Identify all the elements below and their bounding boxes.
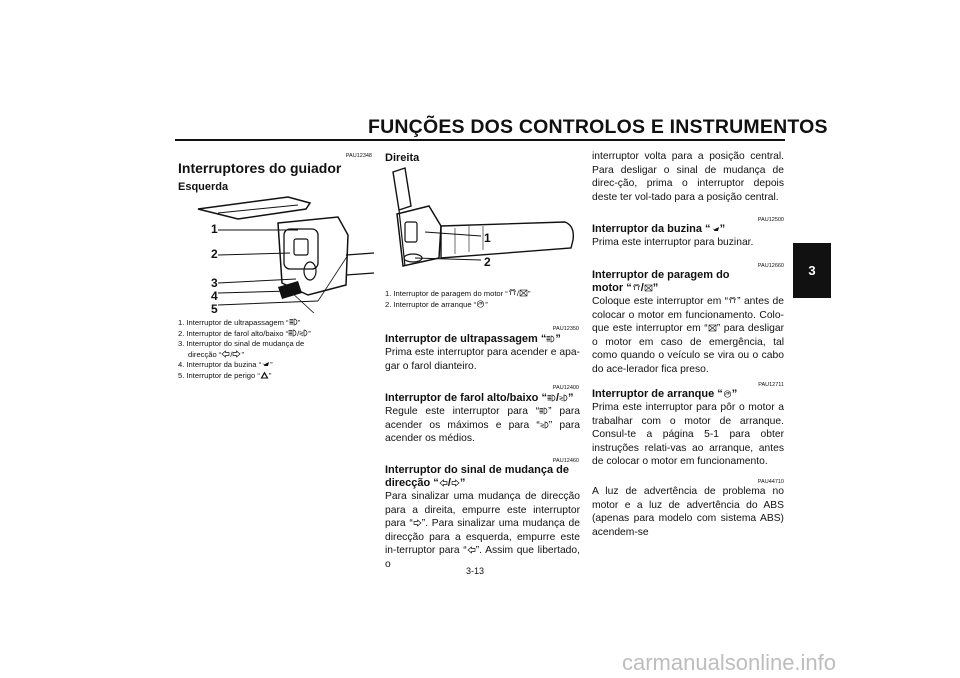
section-body: Prima este interruptor para pôr o motor a trabalhar com o motor de arranque. Consul-te a página 5-1 para obter instruções relati-vas ao arranque, antes de colocar o motor em funcionamento.: [592, 402, 784, 467]
start-icon: [723, 390, 732, 398]
figure-label-1: 1: [211, 222, 218, 236]
turn-left-icon: [439, 479, 448, 487]
engine-run-icon: [632, 284, 641, 292]
section-heading: Interruptor do sinal de mudança de: [385, 464, 569, 476]
turn-right-icon: [451, 479, 460, 487]
page-title: FUNÇÕES DOS CONTROLOS E INSTRUMENTOS: [368, 116, 828, 138]
watermark: carmanualsonline.info: [622, 650, 837, 675]
reference-code: PAU12348: [345, 153, 372, 159]
header-rule: [175, 139, 785, 141]
reference-code: PAU44710: [757, 479, 784, 485]
engine-run-icon: [728, 297, 737, 305]
caption-item: 5. Interruptor de perigo “ ”: [178, 370, 272, 380]
horn-icon: [261, 360, 270, 368]
reference-code: PAU12660: [757, 263, 784, 269]
right-captions: [385, 289, 580, 310]
caption-item: 1. Interruptor de paragem do motor “ / ”: [385, 289, 531, 298]
section-body: Prima este interruptor para buzinar.: [592, 237, 754, 248]
section-body: Regule este interruptor para “ ” para acender os máximos e para “ ” para acender os médios.: [385, 406, 580, 444]
start-icon: [476, 300, 485, 308]
starter-section: [592, 388, 784, 469]
right-handlebar-figure: [385, 166, 580, 286]
turn-signal-section: [385, 464, 580, 571]
figure-label-2-right: 2: [484, 255, 491, 269]
section-heading: Interruptor de farol alto/baixo “ / ”: [385, 392, 574, 404]
pass-switch-section: [385, 333, 580, 373]
section-title: Interruptores do guiador: [178, 160, 342, 176]
horn-section: [592, 223, 784, 250]
figure-label-3: 3: [211, 276, 218, 290]
high-beam-icon: [547, 394, 556, 402]
turn-right-icon: [413, 519, 422, 527]
section-heading: direcção “ / ”: [385, 477, 466, 489]
caption-item: 2. Interruptor de arranque “ ”: [385, 299, 488, 309]
figure-label-1-right: 1: [484, 231, 491, 245]
reference-code: PAU12711: [758, 382, 784, 388]
section-subtitle-left: Esquerda: [178, 181, 229, 193]
engine-stop-icon: [644, 284, 653, 292]
high-beam-icon: [288, 329, 297, 337]
chapter-tab: 3: [793, 243, 831, 298]
section-heading: Interruptor de ultrapassagem “ ”: [385, 333, 561, 345]
engine-run-icon: [508, 289, 517, 297]
section-heading: Interruptor de arranque “ ”: [592, 388, 738, 400]
warning-light-paragraph: A luz de advertência de problema no motor e a luz de advertência do ABS (apenas para modelo com sistema ABS) acendem-se: [592, 486, 784, 538]
low-beam-icon: [559, 394, 568, 402]
engine-stop-icon: [519, 289, 528, 297]
reference-code: PAU12400: [552, 385, 579, 391]
hazard-icon: [260, 371, 269, 379]
section-heading: motor “ / ”: [592, 282, 659, 294]
caption-item: 4. Interruptor da buzina “ ”: [178, 360, 273, 369]
turn-left-icon: [467, 546, 476, 554]
reference-code: PAU12500: [757, 217, 784, 223]
section-heading: Interruptor da buzina “ ”: [592, 223, 726, 235]
pass-icon: [289, 318, 298, 326]
caption-item: 2. Interruptor de farol alto/baixo “ / ”: [178, 328, 311, 338]
left-handlebar-figure: [178, 195, 374, 313]
section-body: Prima este interruptor para acender e apa-gar o farol dianteiro.: [385, 347, 580, 372]
low-beam-icon: [299, 329, 308, 337]
left-captions: [178, 318, 373, 381]
low-beam-icon: [540, 421, 549, 429]
turn-left-icon: [221, 350, 230, 358]
caption-item: 1. Interruptor de ultrapassagem “ ”: [178, 318, 301, 327]
figure-label-2: 2: [211, 247, 218, 261]
section-body: Coloque este interruptor em “ ” antes de colocar o motor em funcionamento. Colo-que este interruptor em “ ” para desligar o motor em caso de emergência, tal como quando o veículo se vira ou o cabo do ace-lerador fica preso.: [592, 296, 784, 375]
figure-label-5: 5: [211, 302, 218, 316]
horn-icon: [711, 225, 720, 233]
caption-item: direcção “ / ”: [188, 349, 244, 359]
caption-item: 3. Interruptor do sinal de mudança de: [178, 339, 305, 348]
engine-stop-section: [592, 269, 784, 376]
high-beam-icon: [539, 407, 548, 415]
section-subtitle-right: Direita: [385, 152, 420, 164]
reference-code: PAU12460: [552, 458, 579, 464]
reference-code: PAU12350: [552, 326, 579, 332]
figure-label-4: 4: [211, 289, 218, 303]
page-number: 3-13: [466, 566, 485, 576]
section-heading: Interruptor de paragem do: [592, 269, 730, 281]
continued-paragraph: interruptor volta para a posição central. Para desligar o sinal de mudança de direc-ção, prima o interruptor depois deste ter vol-tado para a posição central.: [592, 151, 784, 203]
section-body: Para sinalizar uma mudança de direcção para a direita, empurre este interruptor para “ ”. Para sinalizar uma mudança de direcção para a esquerda, empurre este in-terruptor para “ ”. Assim que libertado, o: [385, 491, 580, 570]
engine-stop-icon: [708, 324, 717, 332]
beam-switch-section: [385, 392, 580, 446]
